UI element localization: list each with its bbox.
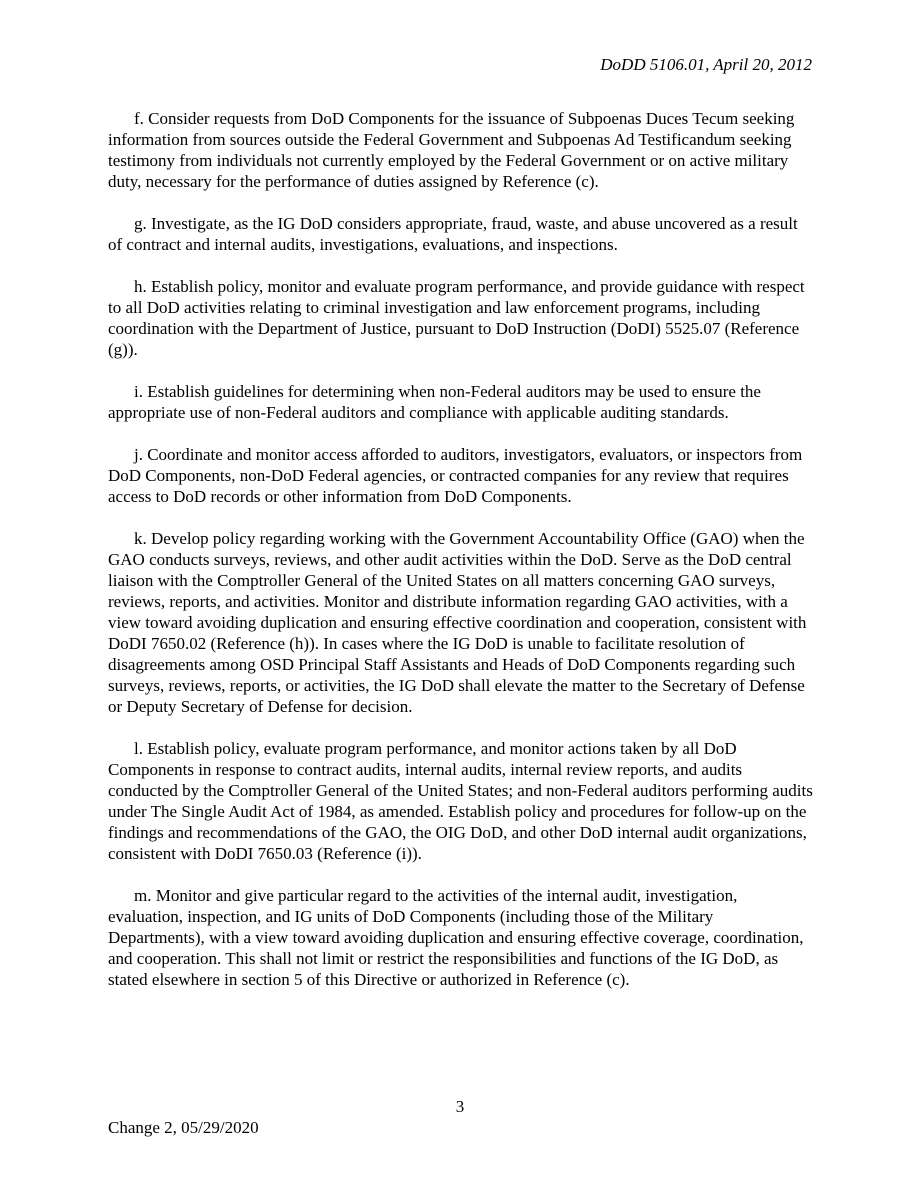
paragraph-f: f. Consider requests from DoD Components for the issuance of Subpoenas Duces Tecum seeking information from sources outside the Federal Government and Subpoenas Ad Testificandum seeking testimony from individuals not currently employed by the Federal Government or on active military duty, necessary for the performance of duties assigned by Reference (c). — [108, 109, 795, 191]
paragraph-k: k. Develop policy regarding working with the Government Accountability Office (GAO) when the GAO conducts surveys, reviews, and other audit activities within the DoD. Serve as the DoD central liaison with the Comptroller General of the United States on all matters concerning GAO surveys, reviews, reports, and activities. Monitor and distribute information regarding GAO activities, with a view toward avoiding duplication and ensuring effective coordination and cooperation, consistent with DoDI 7650.02 (Reference (h)). In cases where the IG DoD is unable to facilitate resolution of disagreements among OSD Principal Staff Assistants and Heads of DoD Components regarding such surveys, reviews, reports, or activities, the IG DoD shall elevate the matter to the Secretary of Defense or Deputy Secretary of Defense for decision. — [108, 529, 807, 716]
change-footer: Change 2, 05/29/2020 — [108, 1118, 259, 1137]
paragraph-g: g. Investigate, as the IG DoD considers appropriate, fraud, waste, and abuse uncovered as a result of contract and internal audits, investigations, evaluations, and inspections. — [108, 214, 798, 254]
paragraph-j: j. Coordinate and monitor access afforded to auditors, investigators, evaluators, or inspectors from DoD Components, non-DoD Federal agencies, or contracted companies for any review that requires access to DoD records or other information from DoD Components. — [108, 445, 803, 506]
document-header: DoDD 5106.01, April 20, 2012 — [600, 55, 812, 74]
page-number: 3 — [455, 1097, 465, 1116]
paragraph-i: i. Establish guidelines for determining when non-Federal auditors may be used to ensure the appropriate use of non-Federal auditors and compliance with applicable auditing standards. — [108, 382, 761, 422]
paragraph-l: l. Establish policy, evaluate program performance, and monitor actions taken by all DoD Components in response to contract audits, internal audits, internal review reports, and audits conducted by the Comptroller General of the United States; and non-Federal auditors performing audits under The Single Audit Act of 1984, as amended. Establish policy and procedures for follow-up on the findings and recommendations of the GAO, the OIG DoD, and other DoD internal audit organizations, consistent with DoDI 7650.03 (Reference (i)). — [108, 739, 813, 863]
paragraph-h: h. Establish policy, monitor and evaluate program performance, and provide guidance with respect to all DoD activities relating to criminal investigation and law enforcement programs, including coordination with the Department of Justice, pursuant to DoD Instruction (DoDI) 5525.07 (Reference (g)). — [108, 277, 805, 359]
document-body — [108, 108, 814, 1011]
paragraph-m: m. Monitor and give particular regard to the activities of the internal audit, investigation, evaluation, inspection, and IG units of DoD Components (including those of the Military Departments), with a view toward avoiding duplication and ensuring effective coverage, coordination, and cooperation. This shall not limit or restrict the responsibilities and functions of the IG DoD, as stated elsewhere in section 5 of this Directive or authorized in Reference (c). — [108, 886, 804, 989]
